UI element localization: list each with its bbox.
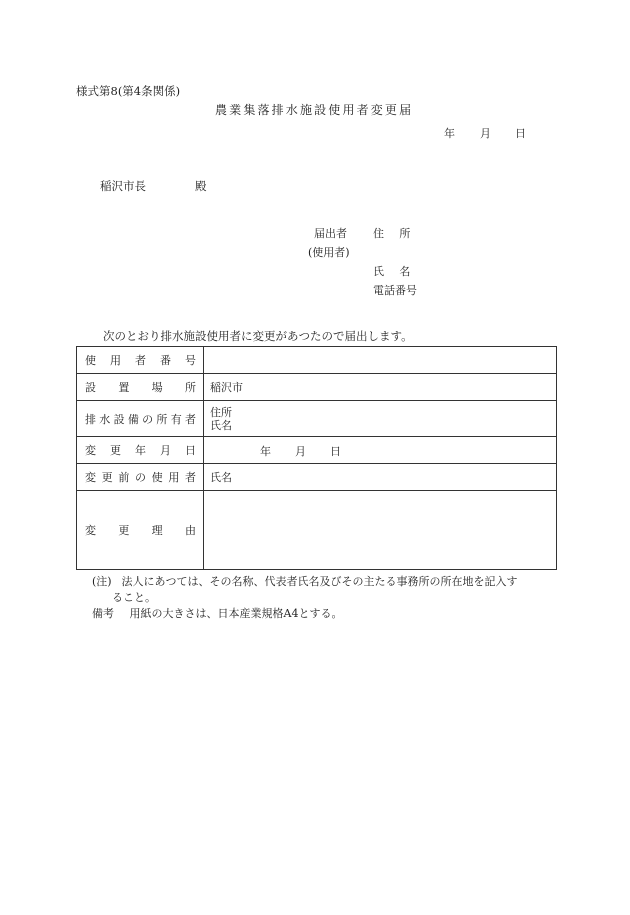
table-row: [77, 374, 557, 401]
previous-user-field[interactable]: 氏名: [204, 464, 557, 491]
facility-owner-label: 排水設備の所有者: [77, 401, 204, 437]
user-number-field[interactable]: [204, 347, 557, 374]
applicant-address-label: 住 所: [373, 227, 413, 240]
table-row: [77, 464, 557, 491]
owner-name-label: 氏名: [210, 418, 232, 432]
change-date-field[interactable]: [204, 437, 557, 464]
date-day: 日: [515, 127, 526, 140]
applicant-phone-label: 電話番号: [373, 284, 417, 297]
notes-section: [92, 574, 562, 622]
applicant-role: 届出者: [314, 227, 347, 240]
change-date-label: 変更年月日: [77, 437, 204, 464]
addressee-honorific: 殿: [195, 179, 207, 193]
user-number-label: 使用者番号: [77, 347, 204, 374]
date-month: 月: [480, 127, 491, 140]
note-1-text: 法人にあつては、その名称、代表者氏名及びその主たる事務所の所在地を記入す: [121, 575, 518, 588]
note-1-label: (注): [92, 575, 112, 588]
change-date-day: 日: [330, 445, 341, 458]
change-reason-field[interactable]: [204, 491, 557, 570]
owner-address-label: 住所: [210, 405, 232, 419]
table-row: [77, 401, 557, 437]
intro-text: 次のとおり排水施設使用者に変更があつたので届出します。: [103, 329, 413, 343]
applicant-role-sub: (使用者): [308, 246, 350, 259]
addressee-name: 稲沢市長: [100, 179, 146, 193]
note-2: [92, 606, 562, 622]
facility-owner-field[interactable]: [204, 401, 557, 437]
change-date-year: 年: [260, 445, 271, 458]
applicant-name-label: 氏 名: [373, 265, 413, 278]
change-form-table: [76, 346, 557, 570]
change-reason-label: 変更理由: [77, 491, 204, 570]
form-title: 農業集落排水施設使用者変更届: [215, 103, 414, 117]
table-row: [77, 491, 557, 570]
table-row: [77, 347, 557, 374]
change-date-month: 月: [295, 445, 306, 458]
form-number: 様式第8(第4条関係): [76, 84, 181, 98]
date-year: 年: [444, 127, 455, 140]
previous-user-label: 変更前の使用者: [77, 464, 204, 491]
note-1-continuation: ること。: [112, 591, 156, 604]
table-row: [77, 437, 557, 464]
install-location-label: 設置場所: [77, 374, 204, 401]
note-2-text: 用紙の大きさは、日本産業規格A4とする。: [129, 607, 343, 620]
note-1: [92, 574, 562, 590]
install-location-field[interactable]: 稲沢市: [204, 374, 557, 401]
note-2-label: 備考: [92, 607, 114, 620]
